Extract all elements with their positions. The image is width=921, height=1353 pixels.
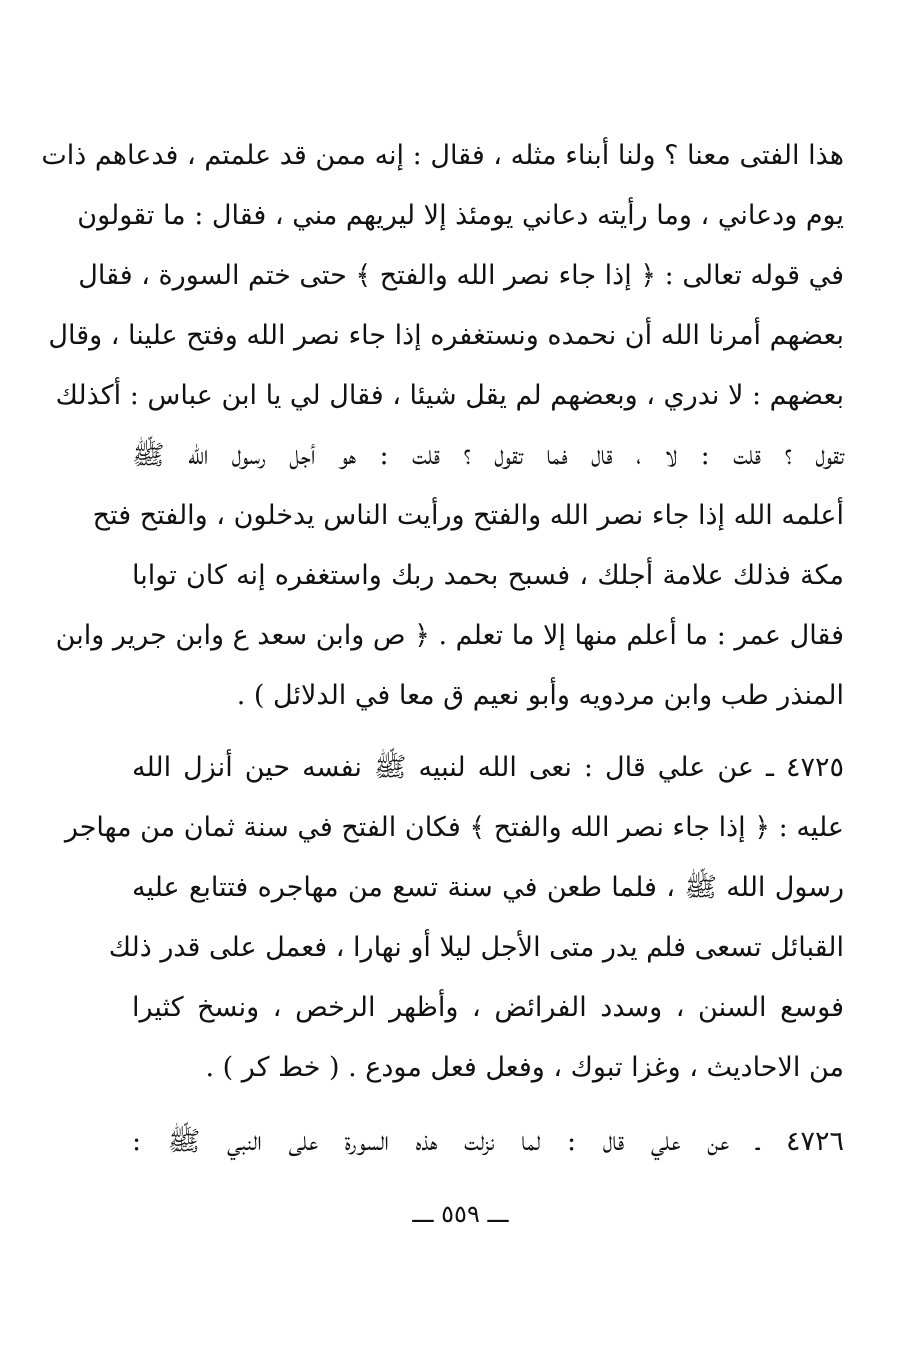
text-line: مكة فذلك علامة أجلك ، فسبح بحمد ربك واستغفره إنه كان توابا — [132, 560, 844, 591]
text-line: رسول الله ﷺ ، فلما طعن في سنة تسع من مهاجره فتتابع عليه — [132, 872, 844, 903]
text-line: المنذر طب وابن مردويه وأبو نعيم ق معا في الدلائل ) . — [236, 680, 844, 711]
text-line: فقال عمر : ما أعلم منها إلا ما تعلم . ﴿ ص وابن سعد ع وابن جرير وابن — [55, 620, 844, 651]
text-line: في قوله تعالى : ﴿ إذا جاء نصر الله والفتح ﴾ حتى ختم السورة ، فقال — [78, 260, 844, 291]
text-line: تقول ؟ قلت : لا ، قال فما تقول ؟ قلت : هو أجل رسول الله ﷺ — [132, 440, 844, 471]
page-number: ـــ ٥٥٩ ـــ — [412, 1200, 509, 1228]
text-line: أعلمه الله إذا جاء نصر الله والفتح ورأيت الناس يدخلون ، والفتح فتح — [92, 500, 844, 531]
text-line: ٤٧٢٦ ـ عن علي قال : لما نزلت هذه السورة على النبي ﷺ : — [132, 1126, 844, 1157]
text-line: ٤٧٢٥ ـ عن علي قال : نعى الله لنبيه ﷺ نفسه حين أنزل الله — [132, 752, 844, 783]
text-line: القبائل تسعى فلم يدر متى الأجل ليلا أو نهارا ، فعمل على قدر ذلك — [108, 932, 844, 963]
text-line: من الاحاديث ، وغزا تبوك ، وفعل فعل مودع . ( خط كر ) . — [205, 1052, 844, 1083]
text-line: يوم ودعاني ، وما رأيته دعاني يومئذ إلا ليريهم مني ، فقال : ما تقولون — [77, 200, 844, 231]
hadith-4726 — [132, 1112, 844, 1172]
text-line: فوسع السنن ، وسدد الفرائض ، وأظهر الرخص ، ونسخ كثيرا — [132, 992, 844, 1023]
text-line: بعضهم : لا ندري ، وبعضهم لم يقل شيئا ، فقال لي يا ابن عباس : أكذلك — [55, 380, 844, 411]
text-line: بعضهم أمرنا الله أن نحمده ونستغفره إذا جاء نصر الله وفتح علينا ، وقال — [48, 320, 844, 351]
paragraph-1 — [41, 126, 844, 726]
hadith-4725 — [64, 738, 844, 1098]
text-line: هذا الفتى معنا ؟ ولنا أبناء مثله ، فقال : إنه ممن قد علمتم ، فدعاهم ذات — [41, 140, 844, 171]
text-line: عليه : ﴿ إذا جاء نصر الله والفتح ﴾ فكان الفتح في سنة ثمان من مهاجر — [64, 812, 844, 843]
